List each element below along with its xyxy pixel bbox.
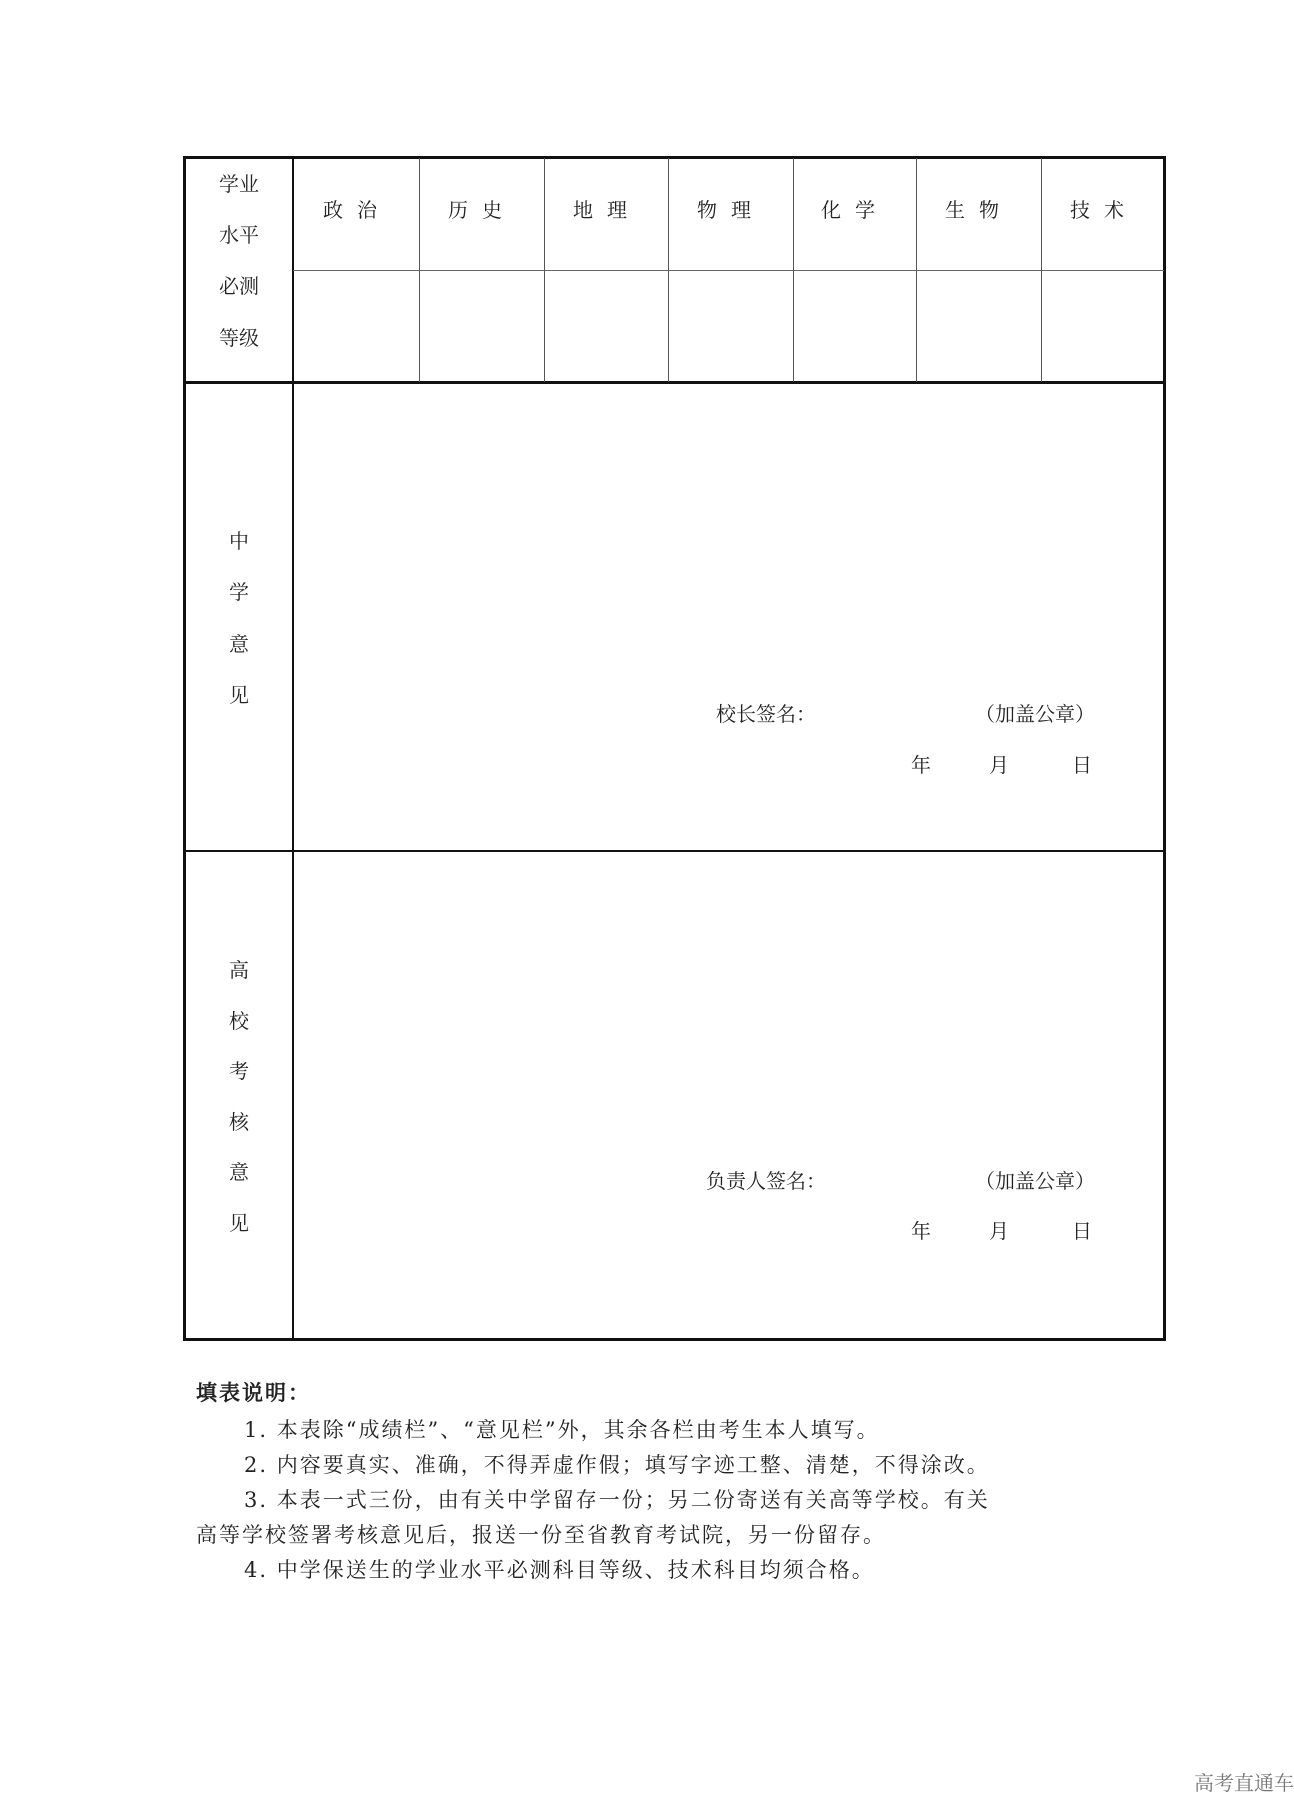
grade-cell-chemistry[interactable] bbox=[794, 271, 916, 381]
grades-label-line: 等级 bbox=[219, 326, 259, 350]
table-border-right bbox=[1163, 156, 1166, 1341]
school-opinion-label-char: 学 bbox=[229, 580, 249, 604]
watermark: 高考直通车 bbox=[1194, 1771, 1294, 1795]
university-opinion-label-char: 高 bbox=[229, 958, 249, 982]
school-opinion-label-char: 意 bbox=[229, 632, 249, 656]
grades-label-line: 学业 bbox=[219, 172, 259, 196]
responsible-person-signature-label: 负责人签名： bbox=[706, 1169, 826, 1193]
instructions-title: 填表说明： bbox=[196, 1380, 311, 1405]
instruction-item: 3. 本表一式三份，由有关中学留存一份；另二份寄送有关高等学校。有关 bbox=[244, 1488, 990, 1512]
school-opinion-label-char: 中 bbox=[229, 529, 249, 553]
school-seal-label: （加盖公章） bbox=[975, 702, 1095, 726]
table-border-left bbox=[183, 156, 186, 1341]
subject-header-biology: 生物 bbox=[945, 198, 1013, 222]
university-opinion-label-char: 考 bbox=[229, 1059, 249, 1083]
grade-cell-geography[interactable] bbox=[545, 271, 668, 381]
table-border-bottom bbox=[183, 1338, 1166, 1341]
school-opinion-label-char: 见 bbox=[229, 683, 249, 707]
instruction-item: 4. 中学保送生的学业水平必测科目等级、技术科目均须合格。 bbox=[244, 1558, 875, 1582]
instruction-item: 1. 本表除“成绩栏”、“意见栏”外，其余各栏由考生本人填写。 bbox=[244, 1418, 880, 1442]
university-opinion-label-char: 核 bbox=[229, 1110, 249, 1134]
grade-cell-politics[interactable] bbox=[294, 271, 419, 381]
grades-label-line: 水平 bbox=[219, 223, 259, 247]
grade-cell-technology[interactable] bbox=[1042, 271, 1163, 381]
school-date-day: 日 bbox=[1072, 753, 1092, 777]
university-opinion-label-char: 校 bbox=[229, 1009, 249, 1033]
subject-header-physics: 物理 bbox=[697, 198, 765, 222]
grade-cell-physics[interactable] bbox=[669, 271, 793, 381]
subject-header-chemistry: 化学 bbox=[821, 198, 889, 222]
subject-header-politics: 政治 bbox=[323, 198, 391, 222]
subject-header-history: 历史 bbox=[448, 198, 516, 222]
grade-cell-biology[interactable] bbox=[917, 271, 1041, 381]
subject-header-technology: 技术 bbox=[1070, 198, 1138, 222]
principal-signature-label: 校长签名： bbox=[716, 702, 816, 726]
table-border-top bbox=[183, 156, 1166, 159]
school-opinion-field[interactable] bbox=[294, 384, 1163, 850]
grades-label-line: 必测 bbox=[219, 274, 259, 298]
university-date-month: 月 bbox=[989, 1219, 1009, 1243]
university-date-day: 日 bbox=[1072, 1219, 1092, 1243]
university-seal-label: （加盖公章） bbox=[975, 1169, 1095, 1193]
instruction-item: 2. 内容要真实、准确，不得弄虚作假；填写字迹工整、清楚，不得涂改。 bbox=[244, 1453, 990, 1477]
university-opinion-label-char: 意 bbox=[229, 1160, 249, 1184]
subject-header-geography: 地理 bbox=[573, 198, 641, 222]
university-date-year: 年 bbox=[911, 1219, 931, 1243]
grade-cell-history[interactable] bbox=[420, 271, 544, 381]
university-opinion-field[interactable] bbox=[294, 852, 1163, 1338]
university-opinion-label-char: 见 bbox=[229, 1211, 249, 1235]
instruction-item-continued: 高等学校签署考核意见后，报送一份至省教育考试院，另一份留存。 bbox=[196, 1523, 886, 1547]
school-date-month: 月 bbox=[989, 753, 1009, 777]
school-date-year: 年 bbox=[911, 753, 931, 777]
